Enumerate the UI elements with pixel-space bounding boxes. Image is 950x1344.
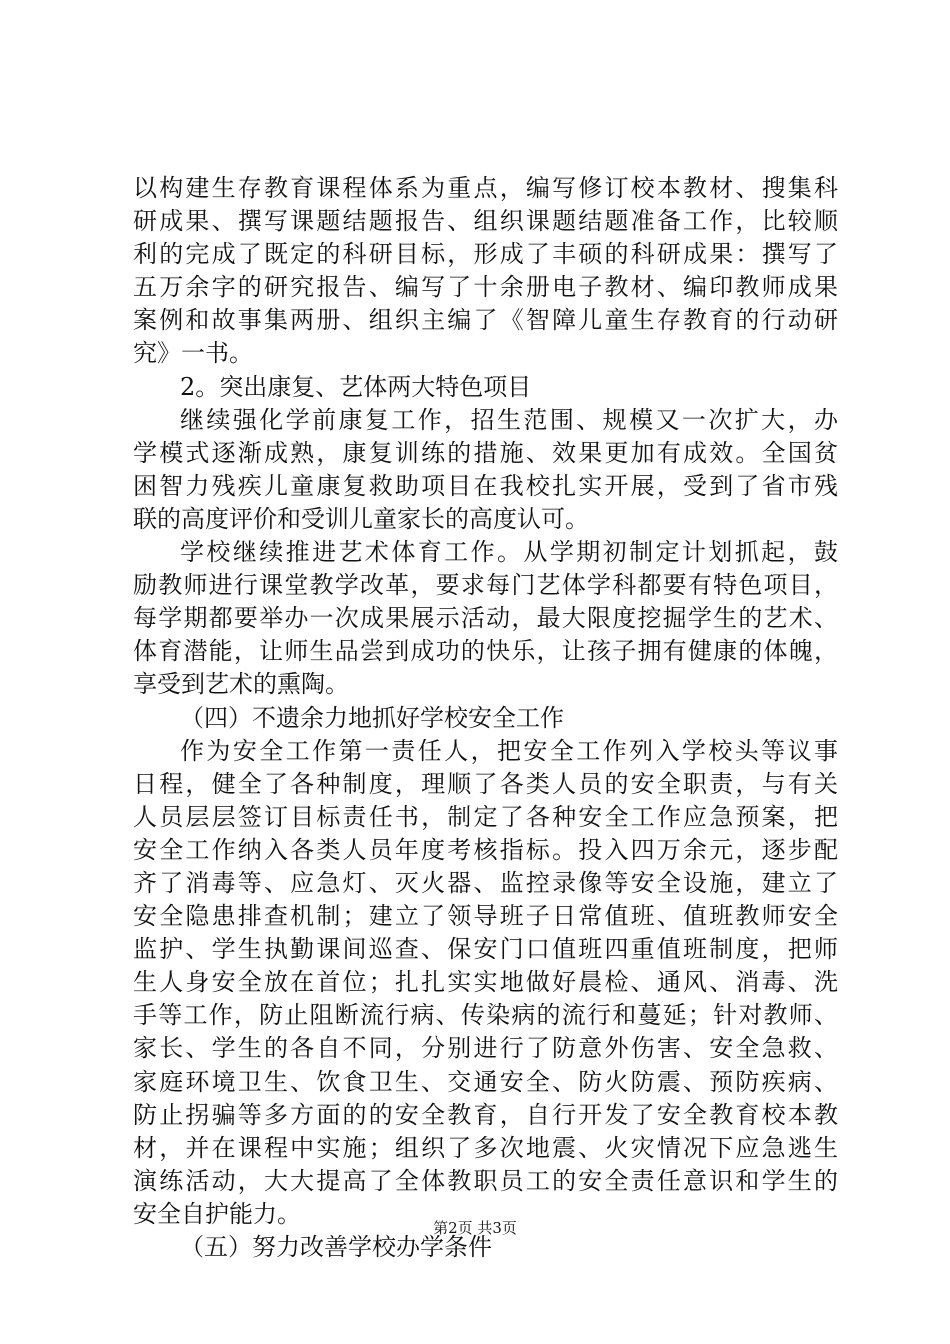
paragraph-first-line: 作为安全工作第一责任人，把安全工作列入学校头等议事 bbox=[180, 736, 838, 765]
text-line: 享受到艺术的熏陶。 bbox=[133, 670, 349, 699]
page-footer: 第2页 共3页 bbox=[433, 1219, 517, 1237]
text-line: 家长、学生的各自不同，分别进行了防意外伤害、安全急救、 bbox=[133, 1034, 838, 1063]
text-line: 齐了消毒等、应急灯、灭火器、监控录像等安全设施，建立了 bbox=[133, 868, 838, 897]
paragraph-first-line: 继续强化学前康复工作，招生范围、规模又一次扩大，办 bbox=[180, 405, 838, 434]
text-line: 家庭环境卫生、饮食卫生、交通安全、防火防震、预防疾病、 bbox=[133, 1067, 838, 1096]
text-line: 监护、学生执勤课间巡查、保安门口值班四重值班制度，把师 bbox=[133, 935, 838, 964]
text-line: 五万余字的研究报告、编写了十余册电子教材、编印教师成果 bbox=[133, 273, 838, 302]
text-line: 研成果、撰写课题结题报告、组织课题结题准备工作，比较顺 bbox=[133, 207, 838, 236]
text-line: 手等工作，防止阻断流行病、传染病的流行和蔓延；针对教师、 bbox=[133, 1001, 838, 1030]
text-line: 安全自护能力。 bbox=[133, 1199, 301, 1228]
text-line: 生人身安全放在首位；扎扎实实地做好晨检、通风、消毒、洗 bbox=[133, 968, 838, 997]
text-line: 每学期都要举办一次成果展示活动，最大限度挖掘学生的艺术、 bbox=[133, 604, 838, 633]
text-line: 日程，健全了各种制度，理顺了各类人员的安全职责，与有关 bbox=[133, 769, 838, 798]
text-line: 体育潜能，让师生品尝到成功的快乐，让孩子拥有健康的体魄， bbox=[133, 637, 838, 666]
text-line: 防止拐骗等多方面的的安全教育，自行开发了安全教育校本教 bbox=[133, 1100, 838, 1129]
text-line: 案例和故事集两册、组织主编了《智障儿童生存教育的行动研 bbox=[133, 306, 838, 335]
text-line: 安全工作纳入各类人员年度考核指标。投入四万余元，逐步配 bbox=[133, 835, 838, 864]
paragraph-first-line: （四）不遗余力地抓好学校安全工作 bbox=[180, 703, 564, 732]
text-line: 利的完成了既定的科研目标，形成了丰硕的科研成果：撰写了 bbox=[133, 240, 838, 269]
paragraph-first-line: 2。突出康复、艺体两大特色项目 bbox=[180, 372, 532, 401]
text-line: 究》一书。 bbox=[133, 339, 253, 368]
text-line: 安全隐患排查机制；建立了领导班子日常值班、值班教师安全 bbox=[133, 902, 838, 931]
text-line: 以构建生存教育课程体系为重点，编写修订校本教材、搜集科 bbox=[133, 174, 838, 202]
text-line: 人员层层签订目标责任书，制定了各种安全工作应急预案，把 bbox=[133, 802, 838, 831]
text-line: 演练活动，大大提高了全体教职员工的安全责任意识和学生的 bbox=[133, 1166, 838, 1195]
text-line: 材，并在课程中实施；组织了多次地震、火灾情况下应急逃生 bbox=[133, 1133, 838, 1162]
text-line: 联的高度评价和受训儿童家长的高度认可。 bbox=[133, 504, 589, 533]
paragraph-first-line: 学校继续推进艺术体育工作。从学期初制定计划抓起，鼓 bbox=[180, 538, 838, 567]
text-line: 励教师进行课堂教学改革，要求每门艺体学科都要有特色项目， bbox=[133, 571, 838, 600]
document-body bbox=[133, 172, 838, 1264]
text-line: 学模式逐渐成熟，康复训练的措施、效果更加有成效。全国贫 bbox=[133, 438, 838, 467]
paragraph-first-line: （五）努力改善学校办学条件 bbox=[180, 1233, 492, 1261]
text-line: 困智力残疾儿童康复救助项目在我校扎实开展，受到了省市残 bbox=[133, 471, 838, 500]
